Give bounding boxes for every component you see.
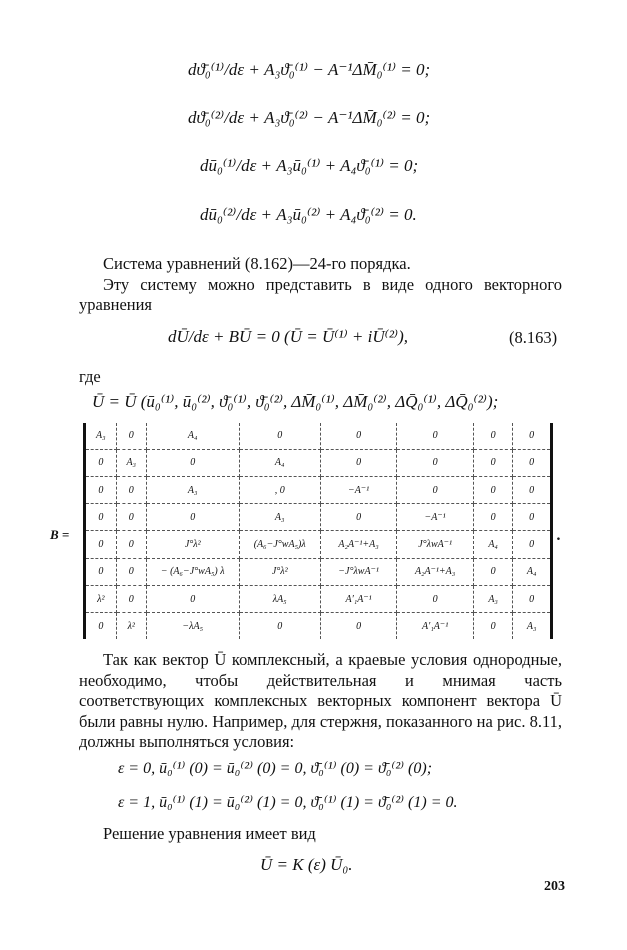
matrix-cell: 0 [86,531,116,558]
matrix-cell: 0 [320,613,397,639]
matrix-cell: A₃ [473,586,512,613]
matrix-cell: A₄ [513,558,550,585]
matrix-cell: 0 [116,423,146,449]
matrix-cell: 0 [397,586,474,613]
matrix-b-table [86,423,550,639]
equation-bc-1: ε = 0, ū₀⁽¹⁾ (0) = ū₀⁽²⁾ (0) = 0, ϑ̄₀⁽¹⁾ (0) = ϑ̄₀⁽²⁾ (0); [118,760,433,777]
text-where: где [79,367,101,386]
matrix-cell: 0 [86,558,116,585]
matrix-cell: 0 [320,449,397,476]
matrix-b [83,423,553,639]
matrix-cell: −A⁻¹ [320,476,397,503]
page-number: 203 [544,879,565,894]
text-system-order: Система уравнений (8.162)—24-го порядка. [103,254,411,273]
equation-number-8-163: (8.163) [509,328,558,347]
matrix-cell: −λA₅ [146,613,239,639]
paragraph-boundary [79,650,562,753]
matrix-cell: 0 [320,504,397,531]
matrix-cell: 0 [513,586,550,613]
matrix-cell: 0 [473,423,512,449]
matrix-cell: 0 [86,476,116,503]
matrix-cell: A₄ [239,449,320,476]
matrix-cell: 0 [116,476,146,503]
matrix-cell: (A₆−J°wA₅)λ [239,531,320,558]
text-vector-form: Эту систему можно представить в виде одного векторного уравнения [79,274,562,314]
matrix-cell: 0 [86,613,116,639]
matrix-cell: 0 [473,449,512,476]
matrix-cell: A₂A⁻¹+A₃ [397,558,474,585]
matrix-cell: λ² [86,586,116,613]
equation-4: dū₀⁽²⁾/dε + A₃ū₀⁽²⁾ + A₄ϑ̄₀⁽²⁾ = 0. [200,205,417,224]
matrix-cell: 0 [513,476,550,503]
matrix-cell: 0 [146,449,239,476]
matrix-row [86,586,550,613]
matrix-cell: 0 [86,504,116,531]
matrix-cell: , 0 [239,476,320,503]
matrix-cell: − (A₆−J°wA₅) λ [146,558,239,585]
equation-1: dϑ̄₀⁽¹⁾/dε + A₃ϑ̄₀⁽¹⁾ − A⁻¹ΔM̄₀⁽¹⁾ = 0; [188,60,431,79]
matrix-cell: −J°λwA⁻¹ [320,558,397,585]
matrix-row [86,613,550,639]
matrix-row [86,531,550,558]
matrix-cell: 0 [397,423,474,449]
matrix-cell: 0 [116,586,146,613]
matrix-cell: 0 [397,449,474,476]
paragraph-system-order [79,254,562,316]
matrix-cell: 0 [513,449,550,476]
matrix-cell: 0 [473,504,512,531]
matrix-cell: 0 [397,476,474,503]
equation-8-163: dŪ/dε + BŪ = 0 (Ū = Ū⁽¹⁾ + iŪ⁽²⁾), [168,327,409,346]
matrix-cell: A′₁A⁻¹ [397,613,474,639]
matrix-cell: 0 [239,423,320,449]
matrix-cell: 0 [86,449,116,476]
matrix-cell: −A⁻¹ [397,504,474,531]
matrix-cell: A′₁A⁻¹ [320,586,397,613]
text-boundary-conditions: Так как вектор Ū комплексный, а краевые условия однородные, необходимо, чтобы действительная и мнимая часть соответствующих комплексных векторных компонент вектора Ū были равны нулю. Например, для стержня, показанного на рис. 8.11, должны выполняться условия: [79,650,562,751]
matrix-cell: A₃ [86,423,116,449]
matrix-cell: 0 [473,476,512,503]
matrix-row [86,504,550,531]
matrix-cell: 0 [239,613,320,639]
matrix-row [86,449,550,476]
matrix-cell: λ² [116,613,146,639]
matrix-cell: 0 [513,531,550,558]
matrix-cell: A₃ [146,476,239,503]
matrix-cell: 0 [473,558,512,585]
matrix-cell: 0 [473,613,512,639]
matrix-row [86,476,550,503]
matrix-cell: 0 [116,531,146,558]
matrix-cell: J°λwA⁻¹ [397,531,474,558]
matrix-cell: A₃ [239,504,320,531]
matrix-cell: 0 [513,423,550,449]
matrix-cell: A₂A⁻¹+A₃ [320,531,397,558]
equation-solution: Ū = K (ε) Ū₀. [260,855,353,874]
matrix-cell: A₃ [513,613,550,639]
matrix-cell: J°λ² [239,558,320,585]
matrix-cell: A₄ [473,531,512,558]
paragraph-solution [79,824,562,845]
matrix-cell: 0 [146,586,239,613]
matrix-row [86,558,550,585]
text-solution: Решение уравнения имеет вид [103,824,316,843]
matrix-cell: λA₅ [239,586,320,613]
equation-bc-2: ε = 1, ū₀⁽¹⁾ (1) = ū₀⁽²⁾ (1) = 0, ϑ̄₀⁽¹⁾ (1) = ϑ̄₀⁽²⁾ (1) = 0. [118,794,458,811]
equation-2: dϑ̄₀⁽²⁾/dε + A₃ϑ̄₀⁽²⁾ − A⁻¹ΔM̄₀⁽²⁾ = 0; [188,108,431,127]
equation-3: dū₀⁽¹⁾/dε + A₃ū₀⁽¹⁾ + A₄ϑ̄₀⁽¹⁾ = 0; [200,156,419,175]
matrix-cell: 0 [513,504,550,531]
matrix-period: . [556,528,561,544]
matrix-cell: 0 [146,504,239,531]
matrix-row [86,423,550,449]
matrix-cell: 0 [116,504,146,531]
matrix-cell: 0 [116,558,146,585]
matrix-b-label: B = [50,527,70,542]
matrix-cell: 0 [320,423,397,449]
matrix-cell: A₃ [116,449,146,476]
matrix-cell: J°λ² [146,531,239,558]
matrix-cell: A₄ [146,423,239,449]
equation-vector-u: Ū = Ū (ū₀⁽¹⁾, ū₀⁽²⁾, ϑ̄₀⁽¹⁾, ϑ̄₀⁽²⁾, ΔM̄₀⁽¹⁾, ΔM̄₀⁽²⁾, ΔQ̄₀⁽¹⁾, ΔQ̄₀⁽²⁾); [92,392,499,411]
